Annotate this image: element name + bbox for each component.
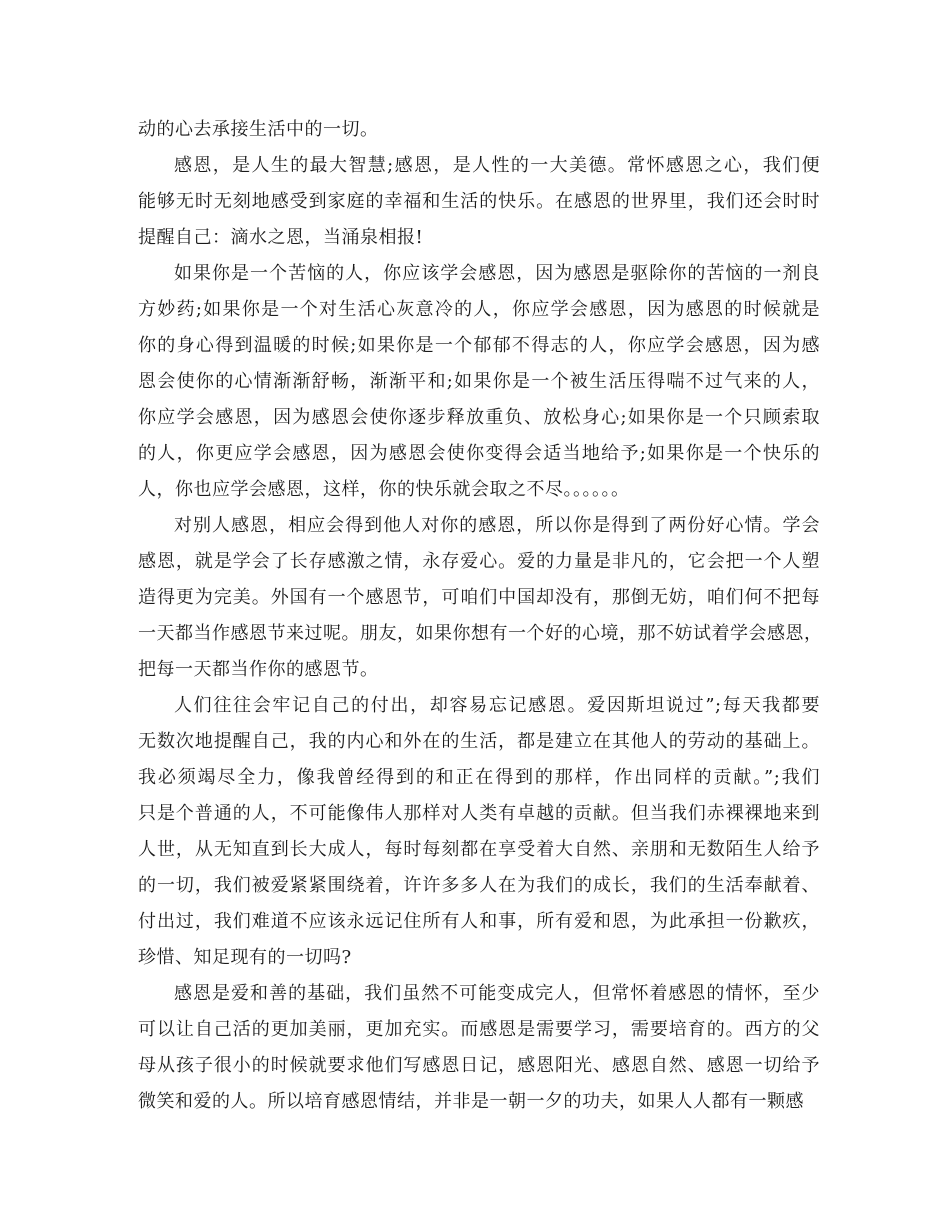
text-line: 珍惜、知足现有的一切吗?: [138, 947, 352, 968]
text-line: 只是个普通的人，不可能像伟人那样对人类有卓越的贡献。但当我们赤裸裸地来到: [138, 803, 820, 824]
text-line: 如果你是一个苦恼的人，你应该学会感恩，因为感恩是驱除你的苦恼的一剂良: [174, 263, 820, 284]
text-line: 能够无时无刻地感受到家庭的幸福和生活的快乐。在感恩的世界里，我们还会时时: [138, 191, 820, 212]
text-line: 对别人感恩，相应会得到他人对你的感恩，所以你是得到了两份好心情。学会: [174, 515, 820, 536]
text-line: 可以让自己活的更加美丽，更加充实。而感恩是需要学习，需要培育的。西方的父: [138, 1019, 820, 1040]
paragraph: [138, 112, 820, 148]
paragraph: [138, 256, 820, 508]
paragraph: [138, 688, 820, 976]
text-line: 恩会使你的心情渐渐舒畅，渐渐平和;如果你是一个被生活压得喘不过气来的人，: [138, 371, 820, 392]
text-line: 感恩，是人生的最大智慧;感恩，是人性的一大美德。常怀感恩之心，我们便: [174, 155, 820, 176]
text-line: 你应学会感恩，因为感恩会使你逐步释放重负、放松身心;如果你是一个只顾索取: [138, 407, 820, 428]
text-line: 母从孩子很小的时候就要求他们写感恩日记，感恩阳光、感恩自然、感恩一切给予: [138, 1055, 820, 1076]
text-line: 一天都当作感恩节来过呢。朋友，如果你想有一个好的心境，那不妨试着学会感恩，: [138, 623, 823, 644]
text-line: 你的身心得到温暖的时候;如果你是一个郁郁不得志的人，你应学会感恩，因为感: [138, 335, 820, 356]
text-line: 付出过，我们难道不应该永远记住所有人和事，所有爱和恩，为此承担一份歉疚，: [138, 911, 820, 932]
text-line: 动的心去承接生活中的一切。: [138, 119, 379, 140]
text-line: 人世，从无知直到长大成人，每时每刻都在享受着大自然、亲朋和无数陌生人给予: [138, 839, 820, 860]
text-line: 的人，你更应学会感恩，因为感恩会使你变得会适当地给予;如果你是一个快乐的: [138, 443, 820, 464]
paragraph: [138, 148, 820, 256]
paragraph: [138, 976, 820, 1120]
text-line: 感恩是爱和善的基础，我们虽然不可能变成完人，但常怀着感恩的情怀，至少: [174, 983, 820, 1004]
text-line: 造得更为完美。外国有一个感恩节，可咱们中国却没有，那倒无妨，咱们何不把每: [138, 587, 820, 608]
text-line: 的一切，我们被爱紧紧围绕着，许许多多人在为我们的成长，我们的生活奉献着、: [138, 875, 820, 896]
text-line: 感恩，就是学会了长存感激之情，永存爱心。爱的力量是非凡的，它会把一个人塑: [138, 551, 820, 572]
text-line: 提醒自己：滴水之恩，当涌泉相报!: [138, 227, 424, 248]
text-line: 微笑和爱的人。所以培育感恩情结，并非是一朝一夕的功夫，如果人人都有一颗感: [138, 1091, 804, 1112]
text-line: 人们往往会牢记自己的付出，却容易忘记感恩。爱因斯坦说过”;每天我都要: [174, 695, 820, 716]
text-line: 我必须竭尽全力，像我曾经得到的和正在得到的那样，作出同样的贡献。”;我们: [138, 767, 820, 788]
text-line: 把每一天都当作你的感恩节。: [138, 659, 379, 680]
text-line: 人，你也应学会感恩，这样，你的快乐就会取之不尽。。。。。。: [138, 479, 630, 500]
document-body: [138, 112, 823, 1120]
text-line: 方妙药;如果你是一个对生活心灰意冷的人，你应学会感恩，因为感恩的时候就是: [138, 299, 820, 320]
text-line: 无数次地提醒自己，我的内心和外在的生活，都是建立在其他人的劳动的基础上。: [138, 731, 820, 752]
paragraph: [138, 508, 823, 688]
